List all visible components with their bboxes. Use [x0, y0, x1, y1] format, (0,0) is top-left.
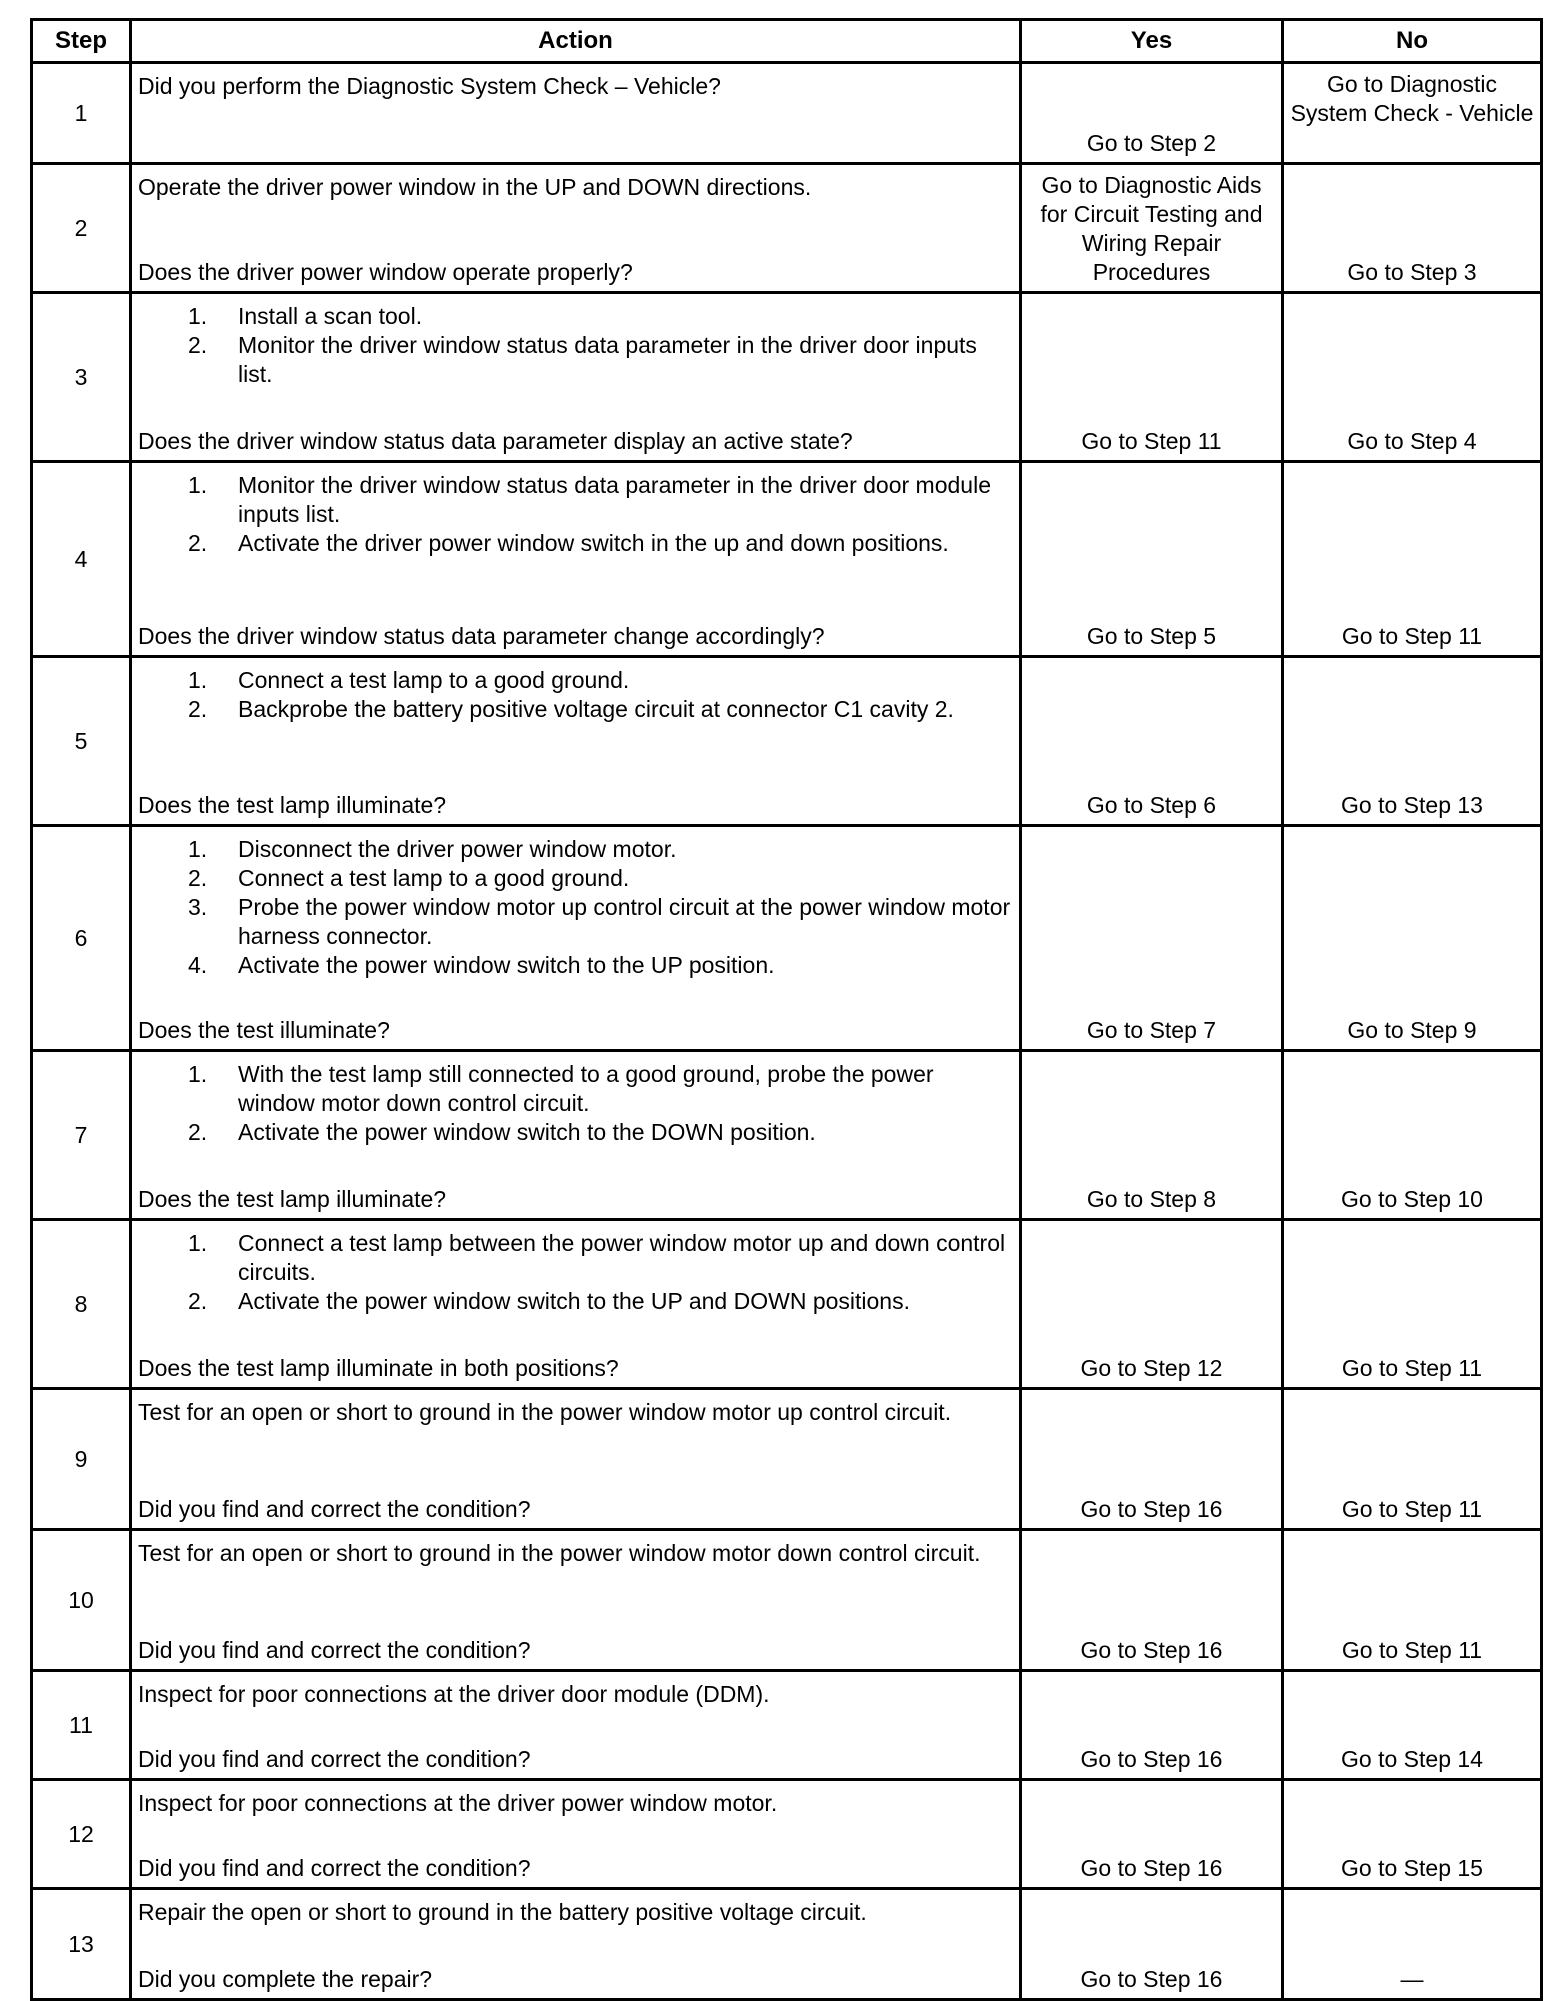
action-cell	[131, 1220, 1021, 1389]
yes-result: Go to Step 16	[1021, 1889, 1283, 2000]
action-step-item: 2. Connect a test lamp to a good ground.	[188, 864, 1013, 893]
header-yes: Yes	[1021, 20, 1283, 63]
step-number: 2	[32, 164, 131, 293]
action-cell	[131, 63, 1021, 164]
action-cell	[131, 1051, 1021, 1220]
action-text: Inspect for poor connections at the driver power window motor.	[138, 1790, 778, 1816]
action-text: Repair the open or short to ground in the battery positive voltage circuit.	[138, 1899, 867, 1925]
action-question: Does the driver window status data parameter display an active state?	[138, 428, 853, 454]
action-question: Does the test lamp illuminate?	[138, 792, 447, 818]
action-step-item: 1. Install a scan tool.	[188, 302, 1013, 331]
step-number: 9	[32, 1389, 131, 1530]
table-row	[32, 462, 1542, 657]
action-question: Did you find and correct the condition?	[138, 1746, 531, 1772]
table-row	[32, 1051, 1542, 1220]
action-step-item: 1. Connect a test lamp to a good ground.	[188, 666, 1013, 695]
action-question: Did you find and correct the condition?	[138, 1637, 531, 1663]
step-number: 10	[32, 1530, 131, 1671]
header-no: No	[1283, 20, 1542, 63]
no-result: —	[1283, 1889, 1542, 2000]
action-cell	[131, 1889, 1021, 2000]
step-number: 1	[32, 63, 131, 164]
table-row	[32, 1530, 1542, 1671]
step-number: 11	[32, 1671, 131, 1780]
action-step-item: 2. Activate the power window switch to the DOWN position.	[188, 1118, 1013, 1147]
no-result: Go to Step 11	[1283, 1530, 1542, 1671]
table-row	[32, 1889, 1542, 2000]
no-result: Go to Step 10	[1283, 1051, 1542, 1220]
yes-result: Go to Step 8	[1021, 1051, 1283, 1220]
yes-result: Go to Step 12	[1021, 1220, 1283, 1389]
action-step-item: 1. Monitor the driver window status data parameter in the driver door module inputs list.	[188, 471, 1013, 529]
action-cell	[131, 462, 1021, 657]
yes-result: Go to Diagnostic Aids for Circuit Testing and Wiring Repair Procedures	[1021, 164, 1283, 293]
action-question: Did you find and correct the condition?	[138, 1496, 531, 1522]
action-step-item: 2. Monitor the driver window status data parameter in the driver door inputs list.	[188, 331, 1013, 389]
step-number: 8	[32, 1220, 131, 1389]
action-cell	[131, 1671, 1021, 1780]
action-step-item: 2. Activate the power window switch to the UP and DOWN positions.	[188, 1287, 1013, 1316]
table-row	[32, 164, 1542, 293]
table-row	[32, 293, 1542, 462]
header-action: Action	[131, 20, 1021, 63]
table-row	[32, 1780, 1542, 1889]
no-result: Go to Diagnostic System Check - Vehicle	[1283, 63, 1542, 164]
no-result: Go to Step 15	[1283, 1780, 1542, 1889]
action-cell	[131, 1389, 1021, 1530]
step-number: 4	[32, 462, 131, 657]
no-result: Go to Step 11	[1283, 1389, 1542, 1530]
action-text: Operate the driver power window in the UP and DOWN directions.	[138, 174, 812, 200]
yes-result: Go to Step 16	[1021, 1530, 1283, 1671]
yes-result: Go to Step 2	[1021, 63, 1283, 164]
action-cell	[131, 657, 1021, 826]
table-row	[32, 657, 1542, 826]
step-number: 13	[32, 1889, 131, 2000]
table-row	[32, 1671, 1542, 1780]
action-step-item: 1. With the test lamp still connected to a good ground, probe the power window motor down control circuit.	[188, 1060, 1013, 1118]
action-text: Test for an open or short to ground in the power window motor up control circuit.	[138, 1399, 952, 1425]
action-step-list	[138, 666, 1013, 724]
step-number: 5	[32, 657, 131, 826]
action-question: Does the driver power window operate properly?	[138, 259, 633, 285]
yes-result: Go to Step 6	[1021, 657, 1283, 826]
no-result: Go to Step 14	[1283, 1671, 1542, 1780]
action-cell	[131, 1780, 1021, 1889]
yes-result: Go to Step 16	[1021, 1389, 1283, 1530]
action-text: Test for an open or short to ground in the power window motor down control circuit.	[138, 1540, 981, 1566]
yes-result: Go to Step 7	[1021, 826, 1283, 1051]
action-question: Did you find and correct the condition?	[138, 1855, 531, 1881]
action-step-list	[138, 835, 1013, 980]
yes-result: Go to Step 5	[1021, 462, 1283, 657]
table-row	[32, 826, 1542, 1051]
no-result: Go to Step 9	[1283, 826, 1542, 1051]
no-result: Go to Step 4	[1283, 293, 1542, 462]
no-result: Go to Step 13	[1283, 657, 1542, 826]
action-cell	[131, 164, 1021, 293]
table-row	[32, 1220, 1542, 1389]
action-question: Did you complete the repair?	[138, 1966, 433, 1992]
step-number: 3	[32, 293, 131, 462]
step-number: 6	[32, 826, 131, 1051]
action-question: Does the test lamp illuminate?	[138, 1186, 447, 1212]
action-step-list	[138, 471, 1013, 558]
no-result: Go to Step 11	[1283, 462, 1542, 657]
action-step-list	[138, 1060, 1013, 1147]
yes-result: Go to Step 16	[1021, 1671, 1283, 1780]
no-result: Go to Step 11	[1283, 1220, 1542, 1389]
action-text: Inspect for poor connections at the driver door module (DDM).	[138, 1681, 770, 1707]
action-text: Did you perform the Diagnostic System Check – Vehicle?	[138, 73, 721, 99]
action-step-item: 1. Connect a test lamp between the power window motor up and down control circuits.	[188, 1229, 1013, 1287]
step-number: 12	[32, 1780, 131, 1889]
no-result: Go to Step 3	[1283, 164, 1542, 293]
header-step: Step	[32, 20, 131, 63]
action-question: Does the test illuminate?	[138, 1017, 390, 1043]
action-cell	[131, 826, 1021, 1051]
action-cell	[131, 1530, 1021, 1671]
action-cell	[131, 293, 1021, 462]
table-row	[32, 1389, 1542, 1530]
action-step-item: 2. Backprobe the battery positive voltage circuit at connector C1 cavity 2.	[188, 695, 1013, 724]
action-step-item: 3. Probe the power window motor up control circuit at the power window motor harness connector.	[188, 893, 1013, 951]
table-row	[32, 63, 1542, 164]
yes-result: Go to Step 16	[1021, 1780, 1283, 1889]
action-step-list	[138, 302, 1013, 389]
action-step-item: 1. Disconnect the driver power window motor.	[188, 835, 1013, 864]
diagnostic-table	[30, 18, 1543, 2001]
yes-result: Go to Step 11	[1021, 293, 1283, 462]
action-question: Does the driver window status data parameter change accordingly?	[138, 623, 825, 649]
table-body	[32, 63, 1542, 2000]
step-number: 7	[32, 1051, 131, 1220]
header-row	[32, 20, 1542, 63]
action-step-list	[138, 1229, 1013, 1316]
action-step-item: 2. Activate the driver power window switch in the up and down positions.	[188, 529, 1013, 558]
action-step-item: 4. Activate the power window switch to the UP position.	[188, 951, 1013, 980]
action-question: Does the test lamp illuminate in both positions?	[138, 1355, 619, 1381]
